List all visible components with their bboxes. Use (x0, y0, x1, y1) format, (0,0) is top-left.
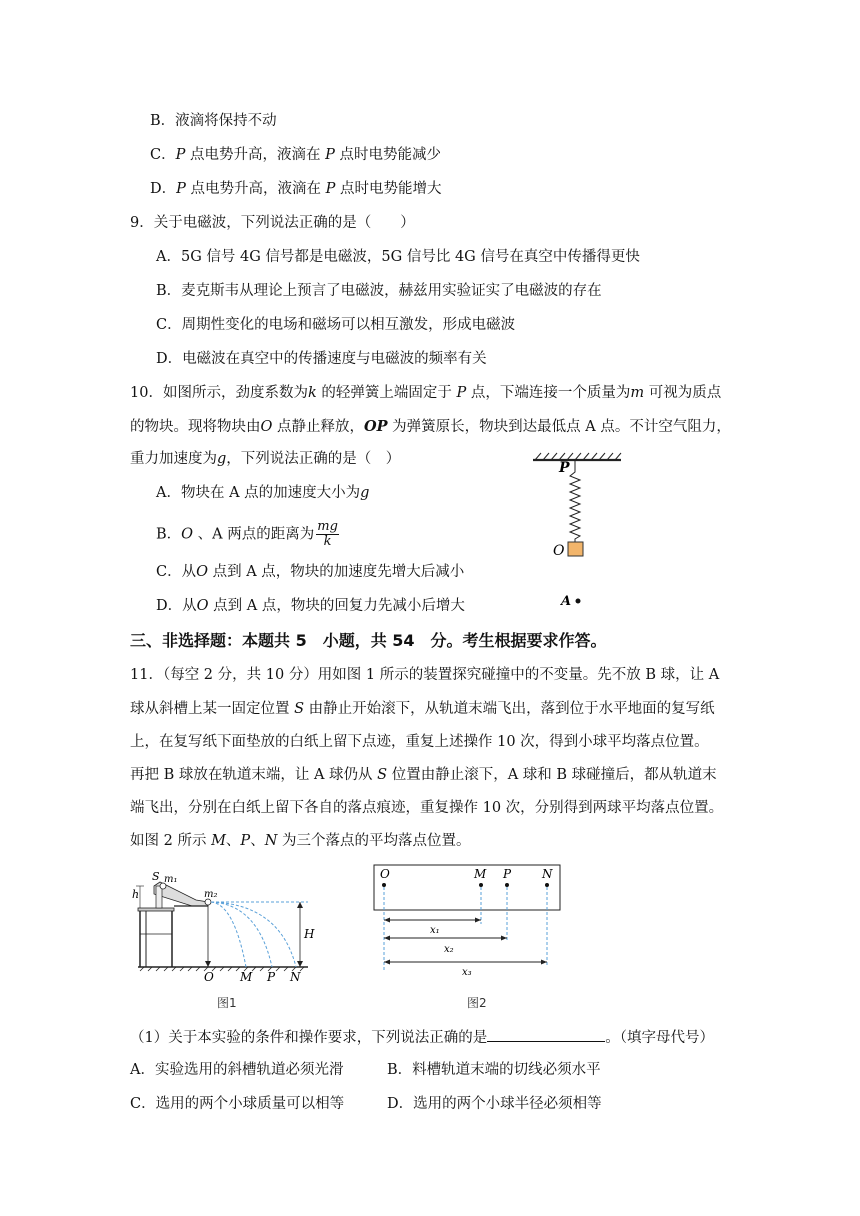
q11-option-c: C．选用的两个小球质量可以相等 (130, 1096, 345, 1112)
label-p: P (503, 867, 512, 881)
label-n: N (290, 970, 301, 984)
q9-option-c: C．周期性变化的电场和磁场可以相互激发，形成电磁波 (156, 317, 516, 333)
label-x1: x₁ (430, 925, 440, 936)
q11-line5: 端飞出，分别在白纸上留下各自的落点痕迹，重复操作 10 次，分别得到两球平均落点位置。 (130, 800, 724, 816)
block (568, 542, 583, 556)
q8-option-c: C．P 点电势升高，液滴在 P 点时电势能减少 (150, 147, 441, 163)
label-o: O (553, 543, 565, 559)
q8-option-d: D．P 点电势升高，液滴在 P 点时电势能增大 (150, 181, 442, 197)
q11-line3: 上，在复写纸下面垫放的白纸上留下点迹，重复上述操作 10 次，得到小球平均落点位置。 (130, 734, 709, 750)
q11-line6: 如图 2 所示 M、P、N 为三个落点的平均落点位置。 (130, 833, 471, 849)
figure-1-caption: 图1 (217, 996, 237, 1010)
q10-stem-line3: 重力加速度为g，下列说法正确的是（ ） (130, 451, 401, 467)
q10-option-c: C．从O 点到 A 点，物块的加速度先增大后减小 (156, 564, 465, 580)
q9-option-d: D．电磁波在真空中的传播速度与电磁波的频率有关 (156, 351, 487, 367)
q11-line1: 11．（每空 2 分，共 10 分）用如图 1 所示的装置探究碰撞中的不变量。先不放 B 球，让 A (130, 667, 720, 683)
q9-stem: 9．关于电磁波，下列说法正确的是（ ） (130, 215, 415, 231)
label-s: S (152, 870, 160, 883)
label-m2: m₂ (204, 889, 218, 900)
label-o: O (204, 970, 214, 984)
q10-stem-line2: 的物块。现将物块由O 点静止释放，OP 为弹簧原长，物块到达最低点 A 点。不计空气阻力， (130, 418, 731, 435)
label-m: M (474, 867, 487, 881)
label-h: h (132, 888, 140, 901)
q11-option-b: B．料槽轨道末端的切线必须水平 (387, 1062, 601, 1078)
spring-figure (525, 448, 625, 613)
label-n: N (542, 867, 553, 881)
point-a (576, 599, 581, 604)
label-o: O (380, 867, 390, 881)
answer-blank[interactable] (487, 1025, 605, 1042)
q10-stem-line1: 10．如图所示，劲度系数为k 的轻弹簧上端固定于 P 点，下端连接一个质量为m 可视为质点 (130, 385, 722, 401)
label-m1: m₁ (164, 874, 178, 885)
q11-line4: 再把 B 球放在轨道末端，让 A 球仍从 S 位置由静止滚下，A 球和 B 球碰撞后，都从轨道末 (130, 767, 717, 783)
q10-option-a: A．物块在 A 点的加速度大小为g (156, 485, 370, 501)
q11-option-d: D．选用的两个小球半径必须相等 (387, 1096, 602, 1112)
figure-2-caption: 图2 (467, 996, 487, 1010)
q11-line2: 球从斜槽上某一固定位置 S 由静止开始滚下，从轨道末端飞出，落到位于水平地面的复写纸 (130, 701, 715, 717)
q11-sub1-stem: （1）关于本实验的条件和操作要求，下列说法正确的是 。（填字母代号） (130, 1025, 714, 1049)
label-p: P (559, 460, 570, 476)
label-p: P (267, 970, 276, 984)
q9-option-b: B．麦克斯韦从理论上预言了电磁波，赫兹用实验证实了电磁波的存在 (156, 283, 602, 299)
q11-option-a: A．实验选用的斜槽轨道必须光滑 (130, 1062, 344, 1078)
q8-option-b: B．液滴将保持不动 (150, 113, 277, 129)
label-big-h: H (304, 927, 315, 941)
label-x2: x₂ (444, 944, 454, 955)
fraction-mg-over-k: $\frac{mg}{k}$ (317, 519, 338, 549)
spring (570, 461, 580, 542)
q10-option-b: B．O 、A 两点的距离为 $\frac{mg}{k}$ (156, 519, 338, 549)
figure-2-landing-points (370, 862, 570, 980)
q9-option-a: A．5G 信号 4G 信号都是电磁波，5G 信号比 4G 信号在真空中传播得更快 (156, 249, 640, 265)
section-3-heading: 三、非选择题：本题共 5 小题，共 54 分。考生根据要求作答。 (130, 631, 607, 650)
label-m: M (240, 970, 253, 984)
q10-option-d: D．从O 点到 A 点，物块的回复力先减小后增大 (156, 598, 465, 614)
label-a: A (561, 594, 572, 609)
figure-1-apparatus (130, 864, 330, 989)
label-x3: x₃ (462, 967, 472, 978)
